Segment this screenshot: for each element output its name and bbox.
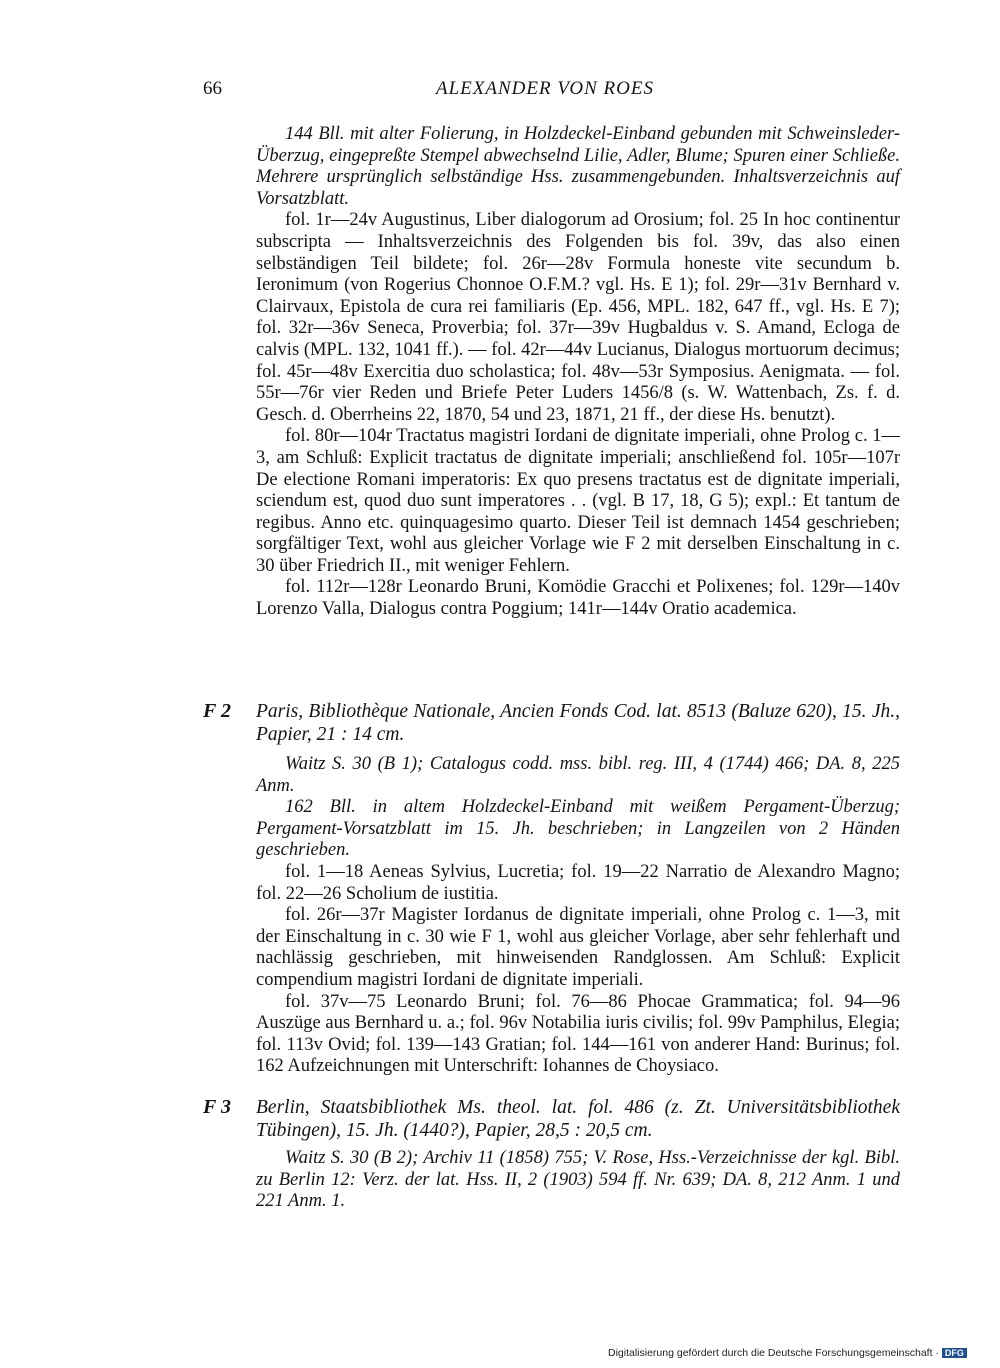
siglum-f3: F 3	[203, 1096, 231, 1118]
f2-further-contents: fol. 37v—75 Leonardo Bruni; fol. 76—86 Phocae Grammatica; fol. 94—96 Auszüge aus Bernhard u. a.; fol. 96v Notabilia iuris civilis; fol. 99v Pamphilus, Elegia; fol. 113v Ovid; fol. 139—143 Gratian; fol. 144—161 von anderer Hand: Burinus; fol. 162 Aufzeichnungen mit Unterschrift: Iohannes de Choysiaco.	[256, 991, 900, 1077]
f1-description: 144 Bll. mit alter Folierung, in Holzdeckel-Einband gebunden mit Schweinsleder-Überzug, eingepreßte Stempel abwechselnd Lilie, Adler, Blume; Spuren einer Schließe. Mehrere ursprünglich selbständige Hss. zusammengebunden. Inhaltsverzeichnis auf Vorsatzblatt.	[256, 124, 900, 209]
entry-f1-continuation	[256, 124, 900, 621]
f1-further-contents: fol. 112r—128r Leonardo Bruni, Komödie Gracchi et Polixenes; fol. 129r—140v Lorenzo Valla, Dialogus contra Poggium; 141r—144v Oratio academica.	[256, 577, 900, 620]
f2-literature: Waitz S. 30 (B 1); Catalogus codd. mss. bibl. reg. III, 4 (1744) 466; DA. 8, 225 Anm.	[256, 754, 900, 796]
entry-f2	[256, 754, 900, 1078]
dfg-logo-icon: DFG	[942, 1348, 967, 1358]
running-title: ALEXANDER VON ROES	[436, 78, 654, 99]
f1-iordanus: fol. 80r—104r Tractatus magistri Iordani de dignitate imperiali, ohne Prolog c. 1—3, am Schluß: Explicit tractatus de dignitate imperiali; anschließend fol. 105r—107r De electione Romani imperatoris: Ex quo presens tractatus est de dignitate imperiali, sciendum est, quod duo sunt imperatores . . (vgl. B 17, 18, G 5); expl.: Et tantum de regibus. Anno etc. quinquagesimo quarto. Dieser Teil ist demnach 1454 geschrieben; sorgfältiger Text, wohl aus gleicher Vorlage wie F 2 mit derselben Einschaltung in c. 30 über Friedrich II., mit weniger Fehlern.	[256, 426, 900, 576]
f2-description: 162 Bll. in altem Holzdeckel-Einband mit weißem Pergament-Überzug; Pergament-Vorsatzblatt im 15. Jh. beschrieben; in Langzeilen von 2 Händen geschrieben.	[256, 797, 900, 861]
siglum-f2: F 2	[203, 700, 231, 722]
f2-title: Paris, Bibliothèque Nationale, Ancien Fonds Cod. lat. 8513 (Baluze 620), 15. Jh., Papier, 21 : 14 cm.	[256, 701, 900, 745]
f3-literature: Waitz S. 30 (B 2); Archiv 11 (1858) 755; V. Rose, Hss.-Verzeichnisse der kgl. Bibl. zu Berlin 12: Verz. der lat. Hss. II, 2 (1903) 594 ff. Nr. 639; DA. 8, 212 Anm. 1 und 221 Anm. 1.	[256, 1148, 900, 1212]
f3-title: Berlin, Staatsbibliothek Ms. theol. lat. fol. 486 (z. Zt. Universitätsbibliothek Tübingen), 15. Jh. (1440?), Papier, 28,5 : 20,5 cm.	[256, 1097, 900, 1141]
f2-iordanus: fol. 26r—37r Magister Iordanus de dignitate imperiali, ohne Prolog c. 1—3, mit der Einschaltung in c. 30 wie F 1, wohl aus gleicher Vorlage, aber sehr fehlerhaft und nachlässig geschrieben, mit hinweisenden Randglossen. Am Schluß: Explicit compendium magistri Iordani de dignitate imperiali.	[256, 905, 900, 990]
page-number: 66	[203, 78, 222, 99]
f2-contents: fol. 1—18 Aeneas Sylvius, Lucretia; fol. 19—22 Narratio de Alexandro Magno; fol. 22—26 Scholium de iustitia.	[256, 861, 900, 904]
entry-f3	[256, 1148, 900, 1213]
footer-text: Digitalisierung gefördert durch die Deutsche Forschungsgemeinschaft ·	[608, 1347, 939, 1359]
f1-contents: fol. 1r—24v Augustinus, Liber dialogorum ad Orosium; fol. 25 In hoc continentur subscripta — Inhaltsverzeichnis des Folgenden bis fol. 39v, das also einen selbständigen Teil bildete; fol. 26r—28v Formula honeste vite secundum b. Ieronimum (von Rogerius Chonnoe O.F.M.? vgl. Hs. E 1); fol. 29r—31v Bernhard v. Clairvaux, Epistola de cura rei familiaris (Ep. 456, MPL. 182, 647 ff., vgl. Hs. E 7); fol. 32r—36v Seneca, Proverbia; fol. 37r—39v Hugbaldus v. S. Amand, Ecloga de calvis (MPL. 132, 1041 ff.). — fol. 42r—44v Lucianus, Dialogus mortuorum decimus; fol. 45r—48v Exercitia duo scholastica; fol. 48v—53r Symposius. Aenigmata. — fol. 55r—76r vier Reden und Briefe Peter Luders 1456/8 (s. W. Wattenbach, Zs. f. d. Gesch. d. Oberrheins 22, 1870, 54 und 23, 1871, 21 ff., der diese Hs. benutzt).	[256, 210, 900, 425]
footer-credit	[608, 1347, 967, 1359]
